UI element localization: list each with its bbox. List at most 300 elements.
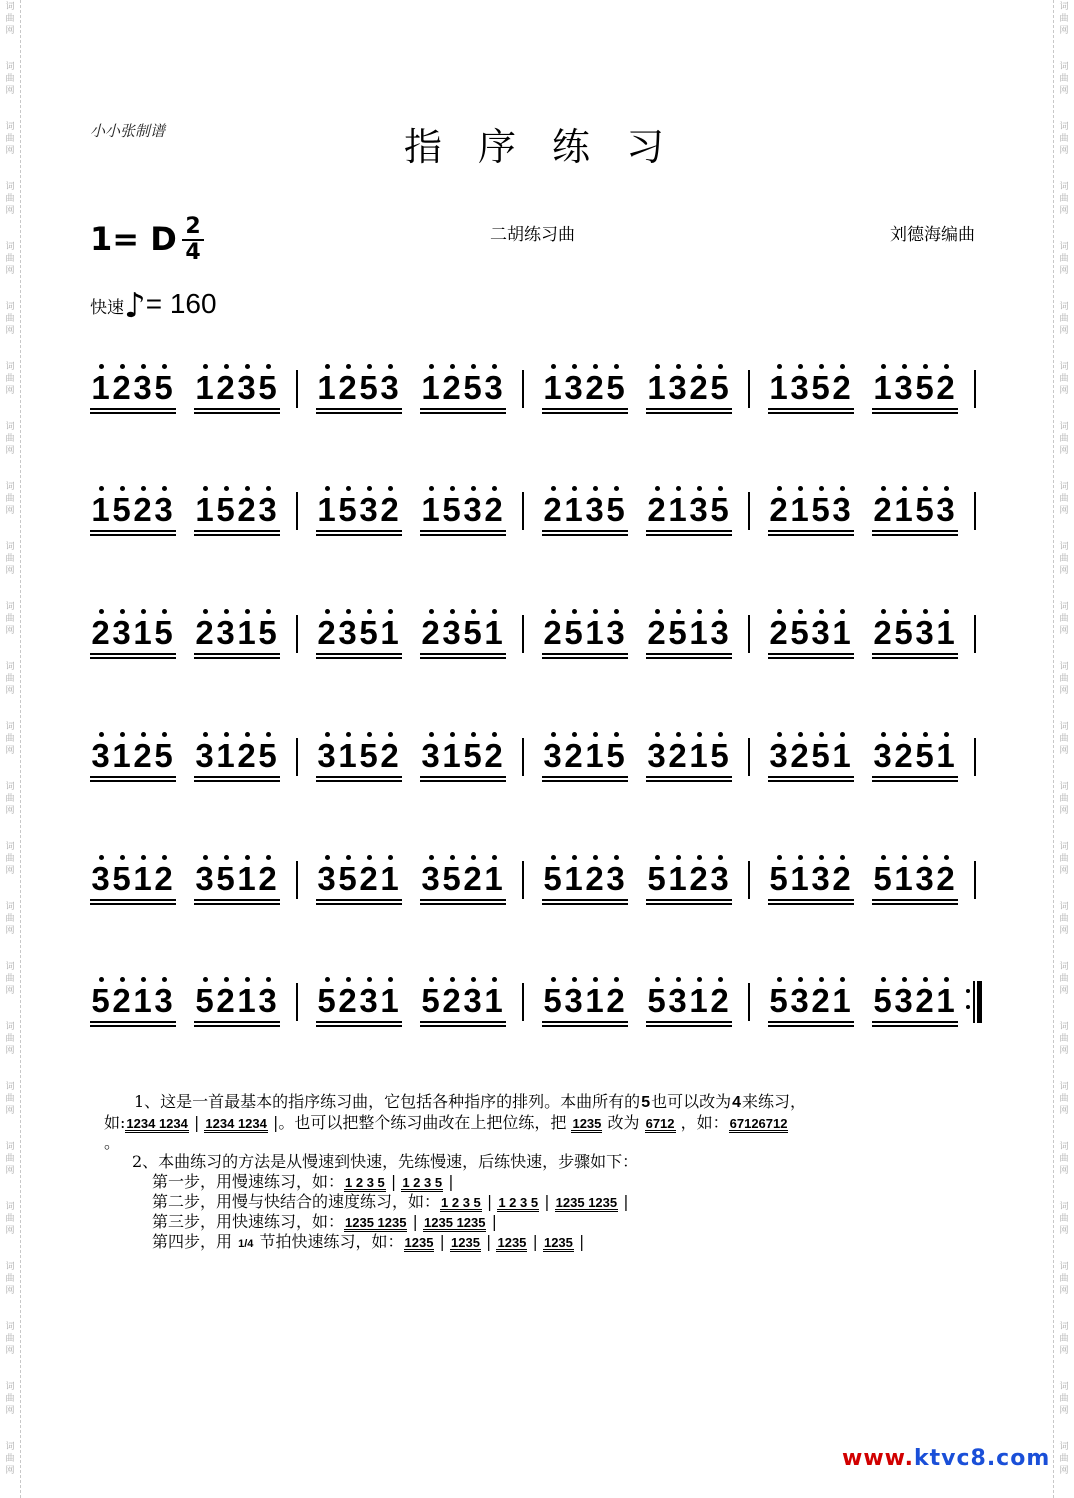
note-group (542, 851, 628, 899)
watermark-glyph: 曲 (5, 1274, 15, 1284)
watermark-glyph: 网 (1059, 26, 1069, 36)
note-group (768, 360, 854, 408)
note-digit: 2 (154, 860, 173, 897)
beam-underline (194, 534, 280, 536)
note-text: 第一步，用慢速练习，如： (152, 1172, 345, 1191)
note-group (646, 482, 732, 530)
note-group (90, 360, 176, 408)
watermark-glyph: 词 (5, 962, 15, 972)
watermark-glyph: 词 (1059, 782, 1069, 792)
watermark-glyph: 网 (5, 566, 15, 576)
beam-underline (316, 657, 402, 659)
watermark-glyph: 曲 (5, 674, 15, 684)
note-group (316, 973, 402, 1021)
note-group (90, 973, 176, 1021)
note-line-2: 如:1234 1234 | 1234 1234 |。也可以把整个练习曲改在上把位练，把 1235 改为 6712 ，如：67126712 (104, 1113, 788, 1132)
time-signature (180, 216, 206, 264)
watermark-glyph: 曲 (1059, 554, 1069, 564)
beam-underline (872, 534, 958, 536)
watermark-glyph: 网 (1059, 866, 1069, 876)
beam-underline (90, 903, 176, 905)
watermark-glyph: 网 (1059, 1346, 1069, 1356)
watermark-glyph: 曲 (5, 1334, 15, 1344)
watermark-glyph: 曲 (5, 1214, 15, 1224)
barline (748, 492, 750, 530)
note-digit: 1 (380, 860, 399, 897)
note-group (872, 482, 958, 530)
note-digit: 1 (133, 982, 152, 1019)
watermark-glyph: 词 (5, 482, 15, 492)
note-group (90, 851, 176, 899)
watermark-glyph: 词 (1059, 602, 1069, 612)
note-digit: 5 (154, 614, 173, 651)
note-digit: 3 (359, 491, 378, 528)
beam-underline (542, 1021, 628, 1023)
beam-underline (420, 412, 506, 414)
barline (296, 615, 298, 653)
eighth-note-icon: ♪ (124, 286, 146, 326)
beam-underline (542, 534, 628, 536)
note-digit: 3 (258, 982, 277, 1019)
note-digit: 3 (543, 737, 562, 774)
note-digit: 5 (606, 369, 625, 406)
note-digit: 2 (258, 860, 277, 897)
example-notation: 1235 (572, 1116, 602, 1131)
beam-underline (420, 408, 506, 410)
watermark-glyph: 词 (1059, 842, 1069, 852)
watermark-glyph: 词 (5, 1202, 15, 1212)
note-group (90, 482, 176, 530)
watermark-glyph: 网 (5, 386, 15, 396)
watermark-glyph: 词 (5, 242, 15, 252)
note-digit: 5 (769, 860, 788, 897)
note-digit: 3 (894, 369, 913, 406)
note-digit: 2 (543, 491, 562, 528)
beam-underline (316, 1025, 402, 1027)
note-digit: 5 (710, 491, 729, 528)
watermark-glyph: 词 (5, 602, 15, 612)
note-digit: 5 (647, 982, 666, 1019)
watermark-glyph: 曲 (1059, 914, 1069, 924)
watermark-glyph: 网 (5, 26, 15, 36)
note-group (542, 973, 628, 1021)
note-digit: 3 (606, 860, 625, 897)
note-digit: 1 (133, 614, 152, 651)
note-digit: 2 (668, 737, 687, 774)
note-digit: 3 (647, 737, 666, 774)
note-group (646, 728, 732, 776)
beam-underline (872, 903, 958, 905)
note-digit: 3 (442, 614, 461, 651)
note-digit: 5 (915, 737, 934, 774)
beam-underline (768, 903, 854, 905)
note-digit: 3 (237, 369, 256, 406)
beam-underline (316, 776, 402, 778)
beam-underline (646, 412, 732, 414)
watermark-glyph: 曲 (5, 914, 15, 924)
note-digit: 5 (317, 982, 336, 1019)
watermark-glyph: 网 (1059, 1106, 1069, 1116)
watermark-glyph: 曲 (5, 794, 15, 804)
note-digit: 5 (811, 491, 830, 528)
beam-underline (194, 653, 280, 655)
note-digit: 3 (915, 860, 934, 897)
note-digit: 5 (811, 737, 830, 774)
note-digit: 5 (258, 369, 277, 406)
note-digit: 1 (237, 614, 256, 651)
tempo-marking (90, 286, 217, 326)
watermark-glyph: 词 (1059, 482, 1069, 492)
watermark-glyph: 词 (5, 722, 15, 732)
watermark-glyph: 词 (1059, 662, 1069, 672)
note-group (316, 360, 402, 408)
note-digit: 5 (195, 982, 214, 1019)
barline (522, 615, 524, 653)
note-text: 第三步，用快速练习，如： (152, 1212, 345, 1231)
note-digit: 3 (936, 491, 955, 528)
watermark-glyph: 曲 (5, 494, 15, 504)
example-notation: 1235 1235 (555, 1195, 618, 1210)
watermark-glyph: 网 (5, 806, 15, 816)
watermark-glyph: 词 (5, 2, 15, 12)
watermark-glyph: 曲 (1059, 1334, 1069, 1344)
watermark-glyph: 曲 (1059, 74, 1069, 84)
note-digit: 5 (811, 369, 830, 406)
left-watermark-strip (0, 0, 21, 1498)
note-digit: 1 (769, 369, 788, 406)
score-maker: 小小张制谱 (90, 122, 166, 140)
repeat-end-barline (966, 981, 978, 1023)
watermark-glyph: 曲 (1059, 614, 1069, 624)
note-digit: 3 (133, 369, 152, 406)
note-digit: 5 (421, 982, 440, 1019)
note-digit: 1 (689, 737, 708, 774)
beam-underline (542, 1025, 628, 1027)
note-digit: 1 (317, 369, 336, 406)
beam-underline (768, 412, 854, 414)
watermark-glyph: 曲 (5, 734, 15, 744)
watermark-glyph: 曲 (1059, 734, 1069, 744)
note-digit: 5 (463, 369, 482, 406)
watermark-glyph: 曲 (1059, 194, 1069, 204)
beam-underline (194, 530, 280, 532)
beam-underline (542, 899, 628, 901)
beam-underline (316, 653, 402, 655)
example-notation: 1235 (404, 1235, 434, 1250)
beam-underline (194, 903, 280, 905)
watermark-glyph: 网 (5, 926, 15, 936)
note-digit: 3 (606, 614, 625, 651)
note-group (646, 605, 732, 653)
watermark-glyph: 词 (1059, 302, 1069, 312)
barline (522, 738, 524, 776)
beam-underline (316, 530, 402, 532)
note-digit: 5 (769, 982, 788, 1019)
beam-underline (872, 776, 958, 778)
watermark-glyph: 网 (5, 1346, 15, 1356)
beam-underline (768, 534, 854, 536)
watermark-glyph: 曲 (1059, 494, 1069, 504)
watermark-glyph: 词 (1059, 182, 1069, 192)
note-digit: 1 (564, 860, 583, 897)
note-digit: 1 (338, 737, 357, 774)
beam-underline (542, 903, 628, 905)
score-row (90, 973, 990, 1033)
note-digit: 1 (832, 737, 851, 774)
note-digit: 3 (668, 982, 687, 1019)
watermark-glyph: 词 (5, 842, 15, 852)
barline (748, 861, 750, 899)
note-digit: 2 (380, 491, 399, 528)
beam-underline (646, 530, 732, 532)
watermark-glyph: 词 (1059, 1442, 1069, 1452)
watermark-glyph: 词 (5, 1142, 15, 1152)
note-digit: 2 (915, 982, 934, 1019)
note-digit: 1 (380, 614, 399, 651)
note-digit: 5 (606, 491, 625, 528)
watermark-glyph: 词 (5, 422, 15, 432)
example-notation: 1234 1234 (126, 1116, 188, 1131)
note-group (768, 605, 854, 653)
beam-underline (872, 653, 958, 655)
note-group (194, 973, 280, 1021)
beam-underline (872, 408, 958, 410)
note-digit: 3 (317, 860, 336, 897)
beam-underline (90, 780, 176, 782)
watermark-glyph: 词 (1059, 422, 1069, 432)
note-digit: 3 (91, 737, 110, 774)
watermark-glyph: 网 (1059, 806, 1069, 816)
beam-underline (646, 776, 732, 778)
barline (296, 983, 298, 1021)
note-group (316, 851, 402, 899)
example-notation: 1 2 3 5 (345, 1175, 385, 1190)
note-digit: 2 (647, 491, 666, 528)
watermark-glyph: 网 (1059, 746, 1069, 756)
watermark-glyph: 网 (5, 686, 15, 696)
beam-underline (194, 780, 280, 782)
step-2: 第二步，用慢与快结合的速度练习，如：1 2 3 5 | 1 2 3 5 | 1235 1235 | (152, 1192, 629, 1211)
meter-bottom: 4 (185, 240, 201, 265)
note-digit: 3 (195, 737, 214, 774)
watermark-glyph: 网 (1059, 206, 1069, 216)
beam-underline (90, 412, 176, 414)
note-text: 第四步，用 (152, 1232, 233, 1251)
beam-underline (872, 530, 958, 532)
note-digit: 3 (710, 614, 729, 651)
watermark-glyph: 曲 (1059, 854, 1069, 864)
barline (522, 492, 524, 530)
barline (522, 861, 524, 899)
note-digit: 1 (317, 491, 336, 528)
beam-underline (872, 412, 958, 414)
note-digit: 1 (91, 491, 110, 528)
note-text: 。也可以把整个练习曲改在上把位练，把 (278, 1113, 567, 1132)
example-notation: 1 2 3 5 (441, 1195, 481, 1210)
note-text: ，如： (680, 1113, 729, 1132)
beam-underline (420, 530, 506, 532)
note-digit: 1 (647, 369, 666, 406)
note-digit: 3 (484, 369, 503, 406)
note-digit: 2 (647, 614, 666, 651)
beam-underline (646, 653, 732, 655)
note-group (316, 605, 402, 653)
beam-underline (90, 899, 176, 901)
note-digit: 5 (606, 737, 625, 774)
note-digit: 2 (873, 614, 892, 651)
beam-underline (420, 1025, 506, 1027)
beam-underline (420, 780, 506, 782)
note-digit: 5 (154, 737, 173, 774)
watermark-glyph: 网 (1059, 1226, 1069, 1236)
watermark-glyph: 网 (5, 1106, 15, 1116)
watermark-glyph: 词 (5, 362, 15, 372)
beam-underline (872, 657, 958, 659)
note-digit: 2 (873, 491, 892, 528)
beam-underline (542, 530, 628, 532)
beam-underline (90, 653, 176, 655)
key-signature: 1= D (90, 220, 177, 258)
example-notation: 1234 1234 (205, 1116, 267, 1131)
note-digit: 1 (237, 860, 256, 897)
score-row (90, 728, 990, 788)
watermark-glyph: 网 (1059, 1466, 1069, 1476)
watermark-glyph: 曲 (5, 1094, 15, 1104)
note-group (316, 482, 402, 530)
watermark-glyph: 网 (5, 866, 15, 876)
beam-underline (316, 408, 402, 410)
note-digit: 5 (359, 737, 378, 774)
note-line-4: 2、本曲练习的方法是从慢速到快速，先练慢速，后练快速，步骤如下： (132, 1152, 639, 1171)
note-group (194, 605, 280, 653)
example-notation: 1 2 3 5 (498, 1195, 539, 1210)
note-digit: 1 (421, 369, 440, 406)
note-digit: 1 (195, 491, 214, 528)
note-digit: 3 (811, 614, 830, 651)
beam-underline (420, 1021, 506, 1023)
watermark-glyph: 曲 (5, 854, 15, 864)
note-digit: 5 (258, 737, 277, 774)
note-digit: 3 (811, 860, 830, 897)
note-digit: 3 (421, 860, 440, 897)
watermark-glyph: 网 (5, 1226, 15, 1236)
note-digit: 3 (338, 614, 357, 651)
right-watermark-strip (1053, 0, 1074, 1498)
note-digit: 2 (216, 369, 235, 406)
watermark-glyph: 网 (5, 326, 15, 336)
watermark-glyph: 曲 (1059, 14, 1069, 24)
beam-underline (316, 1021, 402, 1023)
note-digit: 1 (484, 982, 503, 1019)
note-group (420, 360, 506, 408)
note-digit: 1 (421, 491, 440, 528)
note-digit: 2 (442, 369, 461, 406)
note-digit: 3 (359, 982, 378, 1019)
barline (974, 492, 976, 530)
note-digit: 5 (112, 860, 131, 897)
note-digit: 5 (710, 737, 729, 774)
beam-underline (420, 903, 506, 905)
note-digit: 5 (359, 614, 378, 651)
watermark-glyph: 词 (5, 1022, 15, 1032)
beam-underline (420, 657, 506, 659)
watermark-glyph: 词 (5, 542, 15, 552)
barline (522, 983, 524, 1021)
score-row (90, 851, 990, 911)
note-digit: 5 (216, 491, 235, 528)
beam-underline (316, 534, 402, 536)
beam-underline (872, 1021, 958, 1023)
beam-underline (194, 657, 280, 659)
watermark-glyph: 网 (1059, 266, 1069, 276)
note-digit: 2 (832, 860, 851, 897)
barline (748, 615, 750, 653)
beam-underline (646, 408, 732, 410)
note-digit: 2 (133, 491, 152, 528)
example-notation: 1 2 3 5 (402, 1175, 443, 1190)
note-digit: 5 (894, 614, 913, 651)
note-group (420, 851, 506, 899)
note-digit: 3 (421, 737, 440, 774)
note-digit: 2 (484, 491, 503, 528)
note-digit: 1 (133, 860, 152, 897)
watermark-glyph: 曲 (1059, 974, 1069, 984)
watermark-glyph: 词 (1059, 62, 1069, 72)
note-digit: 1 (689, 982, 708, 1019)
note-digit: 1 (790, 491, 809, 528)
note-text: 第二步，用慢与快结合的速度练习，如： (152, 1192, 441, 1211)
watermark-glyph: 网 (1059, 566, 1069, 576)
note-digit: 2 (564, 737, 583, 774)
note-digit: 1 (442, 737, 461, 774)
note-digit: 3 (195, 860, 214, 897)
note-digit: 5 (338, 860, 357, 897)
example-notation: 1235 (451, 1235, 480, 1250)
beam-underline (420, 899, 506, 901)
watermark-glyph: 词 (5, 1082, 15, 1092)
note-digit: 2 (195, 614, 214, 651)
beam-underline (90, 534, 176, 536)
watermark-glyph: 网 (1059, 986, 1069, 996)
note-digit: 2 (317, 614, 336, 651)
barline (296, 738, 298, 776)
note-digit: 5 (338, 491, 357, 528)
watermark-glyph: 网 (5, 626, 15, 636)
beam-underline (768, 899, 854, 901)
note-digit: 5 (873, 860, 892, 897)
note-text: 1、这是一首最基本的指序练习曲，它包括各种指序的排列。本曲所有的 (134, 1092, 641, 1111)
note-digit: 1 (832, 982, 851, 1019)
watermark-glyph: 曲 (5, 974, 15, 984)
note-digit: 2 (936, 860, 955, 897)
tempo-word: 快速 (90, 298, 124, 318)
beam-underline (646, 1025, 732, 1027)
watermark-glyph: 曲 (5, 434, 15, 444)
beam-underline (420, 534, 506, 536)
watermark-glyph: 网 (1059, 1166, 1069, 1176)
note-group (646, 973, 732, 1021)
watermark-glyph: 词 (1059, 122, 1069, 132)
beam-underline (646, 780, 732, 782)
note-digit: 3 (380, 369, 399, 406)
watermark-glyph: 曲 (1059, 374, 1069, 384)
note-digit: 3 (216, 614, 235, 651)
note-digit: 5 (154, 369, 173, 406)
watermark-glyph: 曲 (5, 74, 15, 84)
watermark-glyph: 曲 (1059, 1154, 1069, 1164)
watermark-glyph: 词 (5, 662, 15, 672)
watermark-glyph: 网 (1059, 506, 1069, 516)
